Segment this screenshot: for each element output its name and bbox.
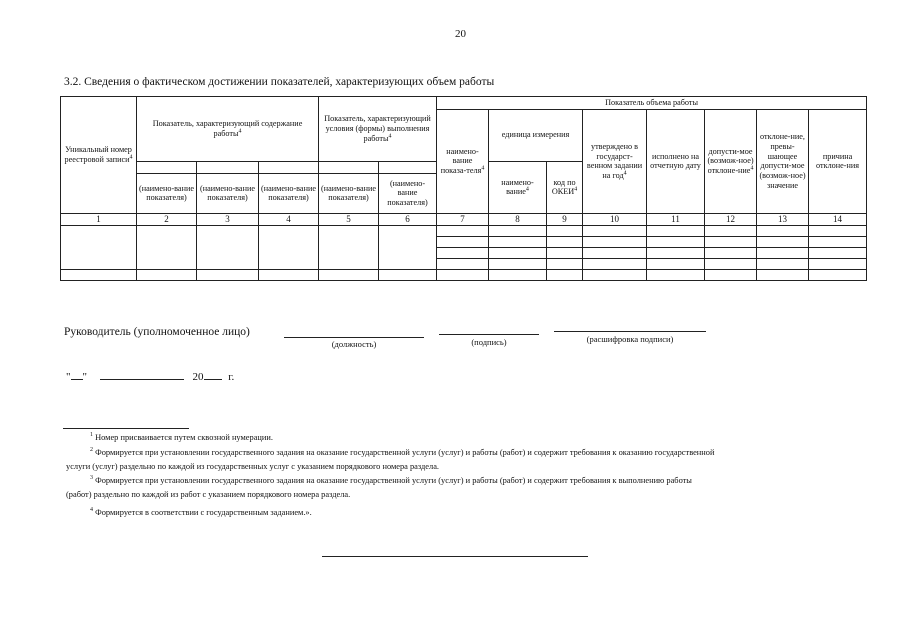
empty-cell: [757, 269, 809, 280]
empty-cell: [809, 269, 867, 280]
column-number-5: 5: [319, 213, 379, 225]
footnote-text: Номер присваивается путем сквозной нумерации.: [95, 433, 273, 442]
conditions-name-1: (наимено-вание показателя): [319, 173, 379, 213]
column-number-11: 11: [647, 213, 705, 225]
empty-cell: [809, 225, 867, 236]
header-okei: код по ОКЕИ$^4$: [547, 161, 583, 213]
empty-cell: [259, 161, 319, 173]
empty-cell: [197, 225, 259, 269]
header-content-group: Показатель, характеризующий содержание работы$^4$: [137, 97, 319, 162]
empty-cell: [489, 269, 547, 280]
header-unit-name: наимено-вание$^4$: [489, 161, 547, 213]
empty-cell: [437, 258, 489, 269]
position-caption: (должность): [331, 339, 377, 349]
empty-cell: [319, 161, 379, 173]
empty-cell: [547, 247, 583, 258]
empty-cell: [489, 236, 547, 247]
column-number-6: 6: [379, 213, 437, 225]
date-line: [66, 369, 234, 383]
header-volume-group: Показатель объема работы: [437, 97, 867, 110]
end-rule: [322, 556, 588, 557]
header-deviation-reason: причина отклоне-ния: [809, 109, 867, 213]
empty-cell: [259, 269, 319, 280]
empty-cell: [489, 258, 547, 269]
empty-cell: [583, 258, 647, 269]
empty-cell: [437, 269, 489, 280]
column-number-14: 14: [809, 213, 867, 225]
table-row: [61, 269, 867, 280]
footnote-mark: 2: [90, 447, 93, 454]
year-prefix: 20: [192, 371, 204, 383]
empty-cell: [705, 236, 757, 247]
empty-cell: [379, 161, 437, 173]
header-unit-group: единица измерения: [489, 109, 583, 161]
section-title: 3.2. Сведения о фактическом достижении показателей, характеризующих объем работы: [64, 76, 495, 88]
empty-cell: [757, 247, 809, 258]
empty-cell: [61, 269, 137, 280]
column-number-2: 2: [137, 213, 197, 225]
empty-cell: [809, 258, 867, 269]
position-line: [284, 337, 424, 338]
empty-cell: [583, 225, 647, 236]
footnote-text: (работ) раздельно по каждой из работ с указанием порядкового номера раздела.: [66, 490, 351, 499]
empty-cell: [547, 225, 583, 236]
empty-cell: [489, 247, 547, 258]
empty-cell: [809, 236, 867, 247]
header-conditions-group: Показатель, характеризующий условия (формы) выполнения работы$^4$: [319, 97, 437, 162]
footnote-5: [66, 488, 871, 501]
year-suffix: г.: [228, 371, 235, 383]
decoding-caption: (расшифровка подписи): [586, 334, 674, 344]
empty-cell: [757, 236, 809, 247]
empty-cell: [137, 161, 197, 173]
header-executed: исполнено на отчетную дату: [647, 109, 705, 213]
empty-cell: [647, 247, 705, 258]
empty-cell: [489, 225, 547, 236]
empty-cell: [379, 269, 437, 280]
column-number-1: 1: [61, 213, 137, 225]
empty-cell: [705, 247, 757, 258]
empty-cell: [319, 269, 379, 280]
header-unique-number: Уникальный номер реестровой записи$^4$: [61, 97, 137, 214]
table-row: [61, 225, 867, 236]
empty-cell: [647, 269, 705, 280]
empty-cell: [583, 247, 647, 258]
footnote-4: [66, 474, 895, 487]
header-exceeding-deviation: отклоне-ние, превы-шающее допусти-мое (возмож-ное) значение: [757, 109, 809, 213]
empty-cell: [757, 258, 809, 269]
header-indicator-name: наимено-вание показа-теля$^4$: [437, 109, 489, 213]
column-number-9: 9: [547, 213, 583, 225]
column-number-3: 3: [197, 213, 259, 225]
empty-cell: [547, 269, 583, 280]
empty-cell: [197, 269, 259, 280]
empty-cell: [757, 225, 809, 236]
column-number-8: 8: [489, 213, 547, 225]
empty-cell: [197, 161, 259, 173]
empty-cell: [809, 247, 867, 258]
column-number-7: 7: [437, 213, 489, 225]
empty-cell: [705, 269, 757, 280]
signatory-label: Руководитель (уполномоченное лицо): [64, 326, 250, 338]
empty-cell: [437, 225, 489, 236]
empty-cell: [259, 225, 319, 269]
quote-open: ": [66, 371, 71, 383]
empty-cell: [437, 236, 489, 247]
column-number-13: 13: [757, 213, 809, 225]
page-number: 20: [455, 28, 466, 40]
empty-cell: [705, 258, 757, 269]
signature-caption: (подпись): [471, 337, 507, 347]
signature-line: [439, 334, 539, 335]
footnote-1: [66, 431, 895, 444]
footnote-separator: [63, 428, 189, 429]
empty-cell: [705, 225, 757, 236]
decoding-line: [554, 331, 706, 332]
empty-cell: [647, 225, 705, 236]
footnote-text: Формируется в соответствии с государственным заданием.».: [95, 508, 312, 517]
empty-cell: [583, 236, 647, 247]
footnote-6: [66, 506, 895, 519]
empty-cell: [547, 236, 583, 247]
content-name-2: (наимено-вание показателя): [197, 173, 259, 213]
column-number-10: 10: [583, 213, 647, 225]
year-blank: [204, 369, 222, 380]
content-name-1: (наимено-вание показателя): [137, 173, 197, 213]
month-blank: [100, 369, 184, 380]
footnote-3: [66, 460, 871, 473]
footnote-2: [66, 446, 895, 459]
empty-cell: [647, 258, 705, 269]
footnote-mark: 3: [90, 475, 93, 482]
header-allowed-deviation: допусти-мое (возмож-ное) отклоне-ние$^4$: [705, 109, 757, 213]
empty-cell: [647, 236, 705, 247]
column-number-row: [61, 213, 867, 225]
header-approved: утверждено в государст-венном задании на год$^4$: [583, 109, 647, 213]
footnote-text: услуги (услуг) раздельно по каждой из государственных услуг с указанием порядкового номера раздела.: [66, 462, 440, 471]
empty-cell: [379, 225, 437, 269]
column-number-12: 12: [705, 213, 757, 225]
footnote-text: Формируется при установлении государственного задания на оказание государственной услуги (услуг) и работы (работ) и содержит требования к оказанию государственной: [95, 448, 715, 457]
day-blank: [71, 369, 83, 380]
quote-close: ": [82, 371, 87, 383]
footnote-text: Формируется при установлении государственного задания на оказание государственной услуги (услуг) и работы (работ) и содержит требования к выполнению работы: [95, 476, 692, 485]
empty-cell: [583, 269, 647, 280]
empty-cell: [547, 258, 583, 269]
empty-cell: [137, 269, 197, 280]
footnote-mark: 1: [90, 432, 93, 439]
column-number-4: 4: [259, 213, 319, 225]
conditions-name-2: (наимено-вание показателя): [379, 173, 437, 213]
work-volume-table: [60, 96, 867, 281]
empty-cell: [319, 225, 379, 269]
empty-cell: [137, 225, 197, 269]
empty-cell: [437, 247, 489, 258]
empty-cell: [61, 225, 137, 269]
content-name-3: (наимено-вание показателя): [259, 173, 319, 213]
footnote-mark: 4: [90, 507, 93, 514]
